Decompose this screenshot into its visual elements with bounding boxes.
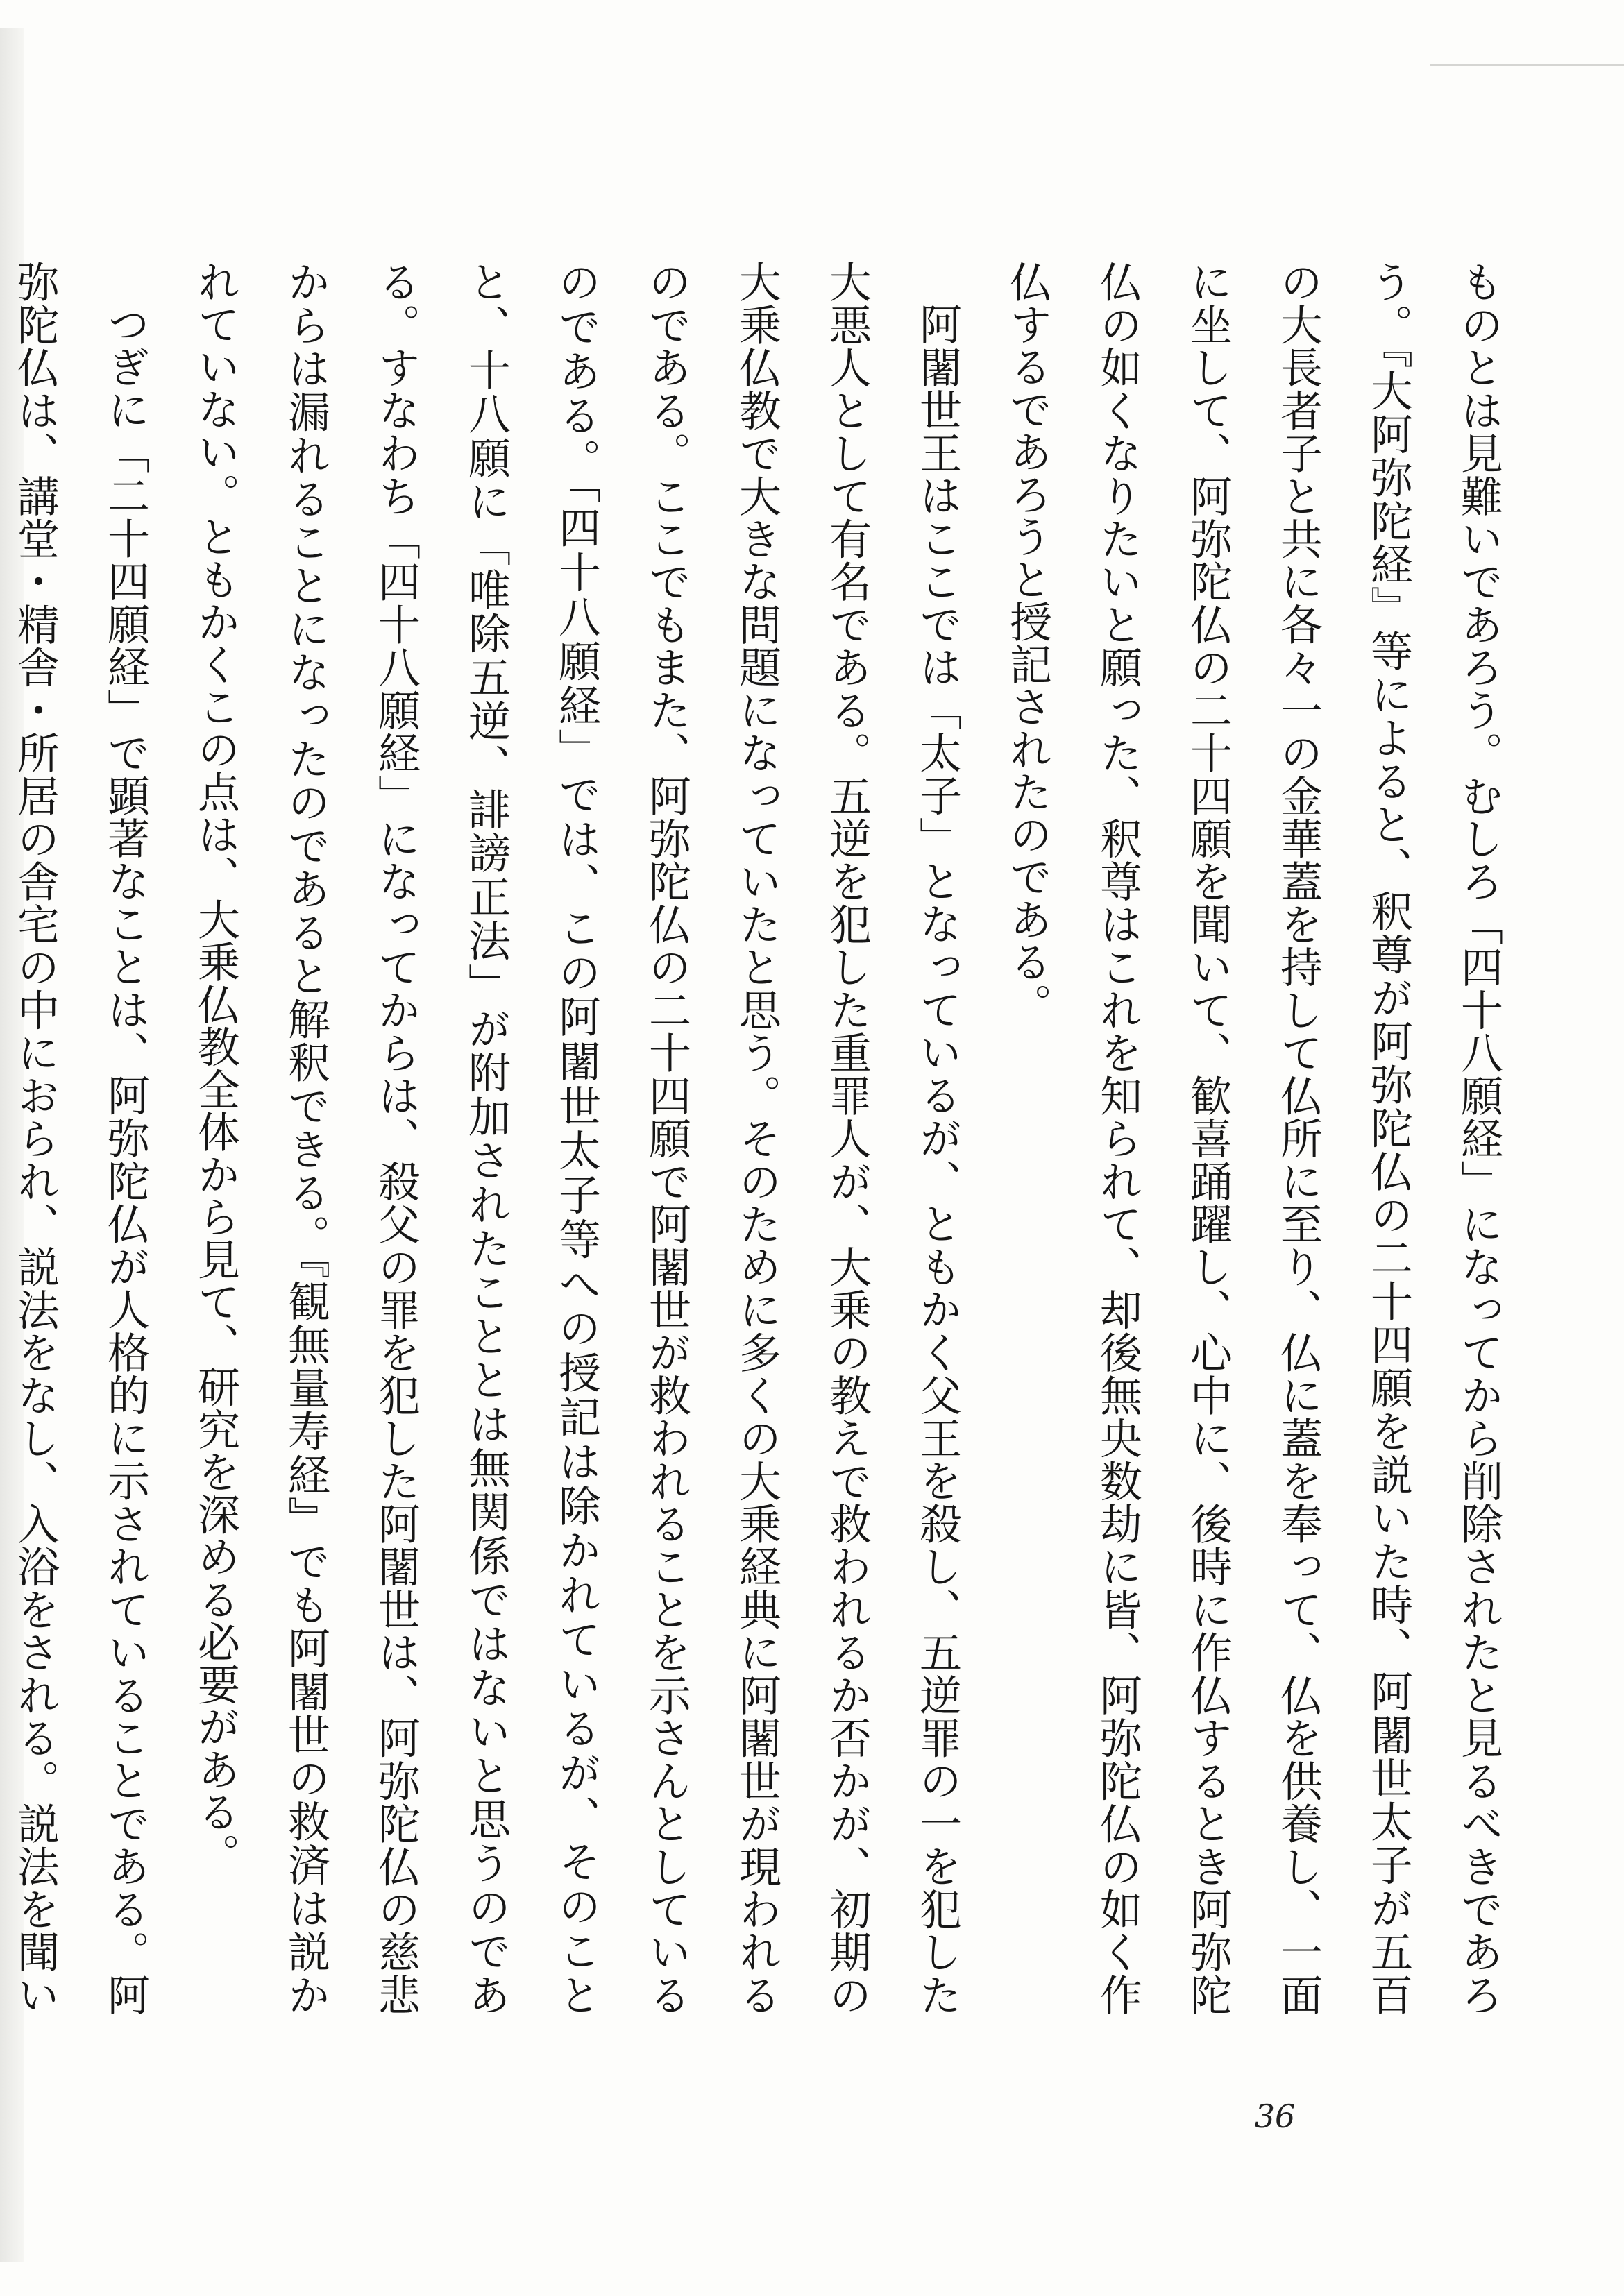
paragraph-2: 阿闍世王はここでは「太子」となっているが、ともかく父王を殺し、五逆罪の一を犯した大悪人として有名である。五逆を犯した重罪人が、大乗の教えで救われるか否かが、初期の大乗仏教で大きな問題になっていたと思う。そのために多くの大乗経典に阿闍世が現われるのである。ここでもまた、阿弥陀仏の二十四願で阿闍世が救われることを示さんとしているのである。「四十八願経」では、この阿闍世太子等への授記は除かれているが、そのことと、十八願に「唯除五逆、誹謗正法」が附加されたこととは無関係ではないと思うのである。すなわち「四十八願経」になってからは、殺父の罪を犯した阿闍世は、阿弥陀仏の慈悲からは漏れることになったのであると解釈できる。『観無量寿経』でも阿闍世の救済は説かれていない。ともかくこの点は、大乗仏教全体から見て、研究を深める必要がある。 <box>191 260 962 2016</box>
paragraph-3: つぎに「二十四願経」で顕著なことは、阿弥陀仏が人格的に示されていることである。阿弥陀仏は、講堂・精舎・所居の舎宅の中におられ、説法をなし、入浴をされる。説法を聞い <box>10 260 150 2016</box>
body-text-vertical <box>10 260 1523 2016</box>
scan-line-mark <box>1430 64 1624 66</box>
paragraph-1: ものとは見難いであろう。むしろ「四十八願経」になってから削除されたと見るべきであろう。『大阿弥陀経』等によると、釈尊が阿弥陀仏の二十四願を説いた時、阿闍世太子が五百の大長者子と共に各々一の金華蓋を持して仏所に至り、仏に蓋を奉って、仏を供養し、一面に坐して、阿弥陀仏の二十四願を聞いて、歓喜踊躍し、心中に、後時に作仏するとき阿弥陀仏の如くなりたいと願った、釈尊はこれを知られて、却後無央数劫に皆、阿弥陀仏の如く作仏するであろうと授記されたのである。 <box>1003 260 1503 2016</box>
page-number: 36 <box>1254 2098 1296 2135</box>
